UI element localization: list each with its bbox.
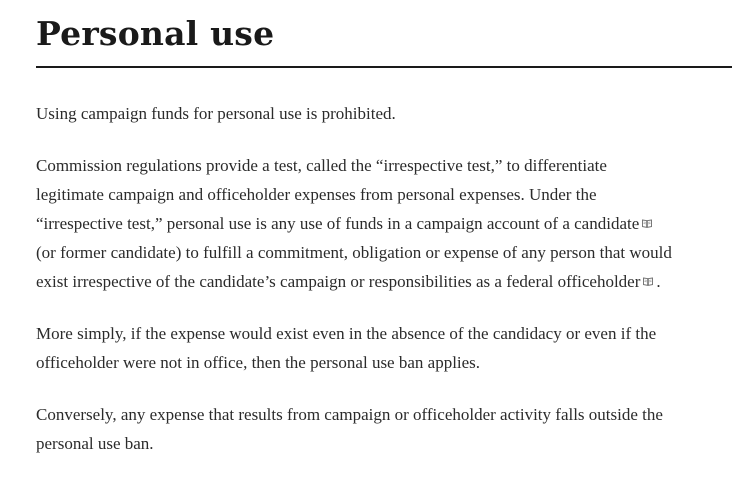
book-icon[interactable]	[642, 219, 652, 228]
book-icon[interactable]	[643, 277, 653, 286]
glossary-term-candidate[interactable]: candidate	[574, 214, 640, 233]
paragraph-conversely: Conversely, any expense that results from campaign or officeholder activity falls outside the personal use ban.	[36, 405, 663, 453]
article-body	[36, 68, 676, 458]
glossary-term-federal-officeholder[interactable]: federal officeholder	[506, 272, 641, 291]
paragraph-text: (or former candidate) to fulfill a commitment, obligation or expense of any person that would exist irrespective of the candidate’s campaign or responsibilities as a	[36, 243, 672, 291]
page	[36, 0, 732, 481]
paragraph-text: Commission regulations provide a test, called the “irrespective test,” to differentiate legitimate campaign and officeholder expenses from personal expenses. Under the “irrespective test,” personal use is any use of funds in a campaign account of a	[36, 156, 607, 233]
paragraph-irrespective-test	[36, 151, 676, 296]
paragraph-intro: Using campaign funds for personal use is prohibited.	[36, 104, 396, 123]
page-title: Personal use	[36, 14, 275, 53]
paragraph-simply: More simply, if the expense would exist even in the absence of the candidacy or even if the officeholder were not in office, then the personal use ban applies.	[36, 324, 657, 372]
paragraph-text: .	[656, 272, 661, 291]
